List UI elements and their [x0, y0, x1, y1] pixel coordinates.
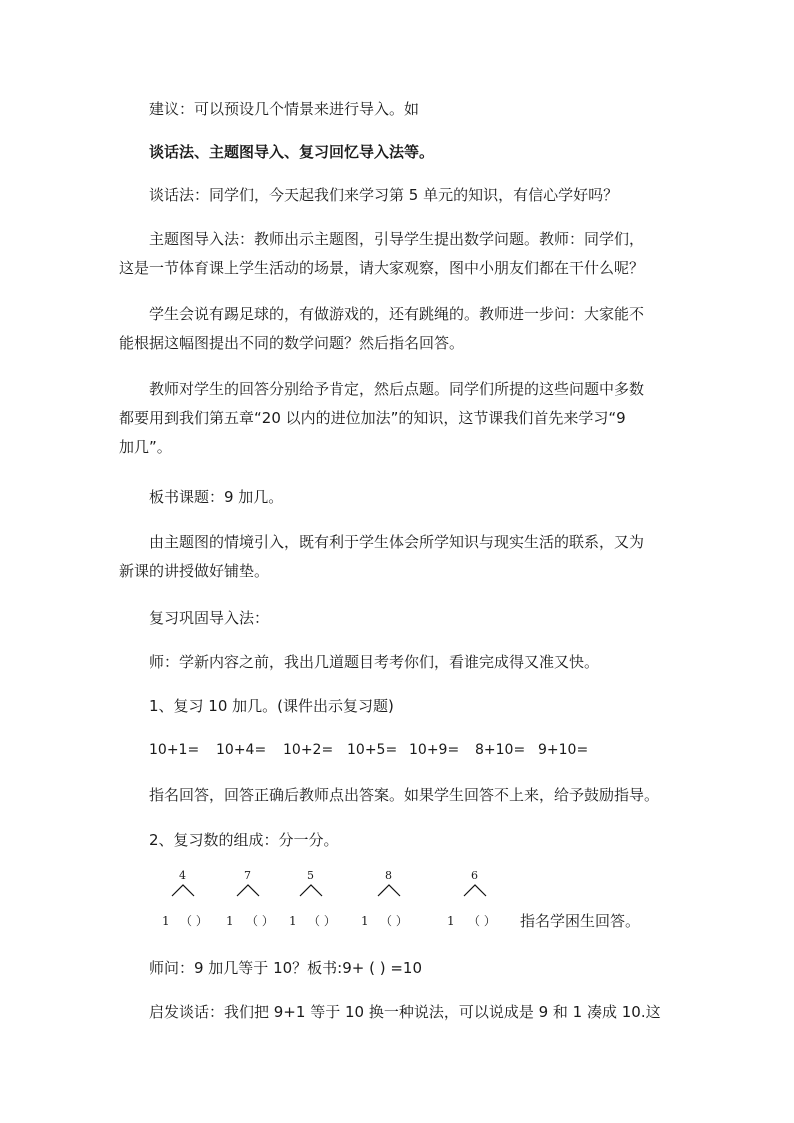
- equation-row: [149, 736, 677, 765]
- paragraph-talk-method: [149, 181, 677, 210]
- split-blank: （ ）: [180, 914, 208, 928]
- paragraph-review-ten-plus: [149, 692, 677, 721]
- equation: 10+4=: [216, 742, 267, 758]
- text-line: 1、复习 10 加几。(课件出示复习题): [149, 697, 394, 715]
- paragraph-situation-intro: [119, 528, 677, 586]
- paragraph-review-method: [149, 604, 677, 633]
- text-line: 板书课题：9 加几。: [149, 488, 284, 506]
- split-left-number: 1: [361, 914, 369, 928]
- paragraph-inspire-talk: [149, 998, 677, 1027]
- text-line: 指名回答，回答正确后教师点出答案。如果学生回答不上来，给予鼓励指导。: [149, 786, 660, 804]
- text-line: 由主题图的情境引入，既有利于学生体会所学知识与现实生活的联系，又为: [149, 533, 645, 551]
- text-line: 都要用到我们第五章“20 以内的进位加法”的知识，这节课我们首先来学习“9: [119, 409, 626, 427]
- text-line: 主题图导入法：教师出示主题图，引导学生提出数学问题。教师：同学们，: [149, 230, 645, 248]
- text-line: 新课的讲授做好铺垫。: [119, 562, 270, 580]
- split-branch-6: [464, 885, 486, 896]
- paragraph-teacher-affirm: [119, 375, 677, 462]
- equation: 10+5=: [347, 742, 398, 758]
- split-branch-8: [378, 885, 400, 896]
- split-top-number: 7: [244, 869, 251, 882]
- text-line: 启发谈话：我们把 9+1 等于 10 换一种说法，可以说成是 9 和 1 凑成 10.这: [149, 1003, 661, 1021]
- paragraph-methods-list: [149, 138, 677, 167]
- split-left-number: 1: [162, 914, 170, 928]
- split-top-number: 5: [307, 869, 314, 882]
- split-branch-5: [300, 885, 322, 896]
- split-blank: （ ）: [308, 914, 336, 928]
- paragraph-number-composition: [149, 826, 677, 855]
- paragraph-answer-feedback: [149, 781, 677, 810]
- split-top-number: 4: [179, 869, 186, 882]
- text-line: 这是一节体育课上学生活动的场景，请大家观察，图中小朋友们都在干什么呢？: [119, 259, 645, 277]
- paragraph-suggestion: [149, 95, 677, 124]
- text-line: 师：学新内容之前，我出几道题目考考你们，看谁完成得又准又快。: [149, 653, 600, 671]
- text-line: 2、复习数的组成：分一分。: [149, 831, 339, 849]
- split-blank: （ ）: [468, 914, 496, 928]
- equation: 10+1=: [149, 742, 200, 758]
- paragraph-student-answers: [119, 300, 677, 358]
- equation: 9+10=: [538, 742, 589, 758]
- text-line: 建议：可以预设几个情景来进行导入。如: [149, 100, 420, 118]
- split-left-number: 1: [226, 914, 234, 928]
- text-line: 学生会说有踢足球的，有做游戏的，还有跳绳的。教师进一步问：大家能不: [149, 305, 645, 323]
- text-line: 教师对学生的回答分别给予肯定，然后点题。同学们所提的这些问题中多数: [149, 380, 645, 398]
- text-line: 师问：9 加几等于 10？板书:9+ ( ) =10: [149, 959, 422, 977]
- equation: 10+9=: [409, 742, 460, 758]
- equation: 8+10=: [475, 742, 526, 758]
- number-split-diagrams: [150, 868, 670, 938]
- text-line: 谈话法：同学们，今天起我们来学习第 5 单元的知识，有信心学好吗？: [149, 186, 619, 204]
- text-line: 复习巩固导入法：: [149, 609, 270, 627]
- split-blank: （ ）: [380, 914, 408, 928]
- text-line: 谈话法、主题图导入、复习回忆导入法等。: [149, 143, 435, 161]
- paragraph-teacher-quiz: [149, 648, 677, 677]
- split-top-number: 8: [385, 869, 392, 882]
- split-top-number: 6: [471, 869, 478, 882]
- split-branch-7: [237, 885, 259, 896]
- split-blank: （ ）: [246, 914, 274, 928]
- split-left-number: 1: [447, 914, 455, 928]
- paragraph-theme-image-method: [119, 225, 677, 283]
- split-note: 指名学困生回答。: [520, 912, 641, 930]
- text-line: 加几”。: [119, 438, 172, 456]
- paragraph-board-title: [149, 483, 677, 512]
- text-line: 能根据这幅图提出不同的数学问题？然后指名回答。: [119, 334, 465, 352]
- split-left-number: 1: [289, 914, 297, 928]
- paragraph-teacher-question: [149, 954, 677, 983]
- equation: 10+2=: [283, 742, 334, 758]
- split-branch-4: [172, 885, 194, 896]
